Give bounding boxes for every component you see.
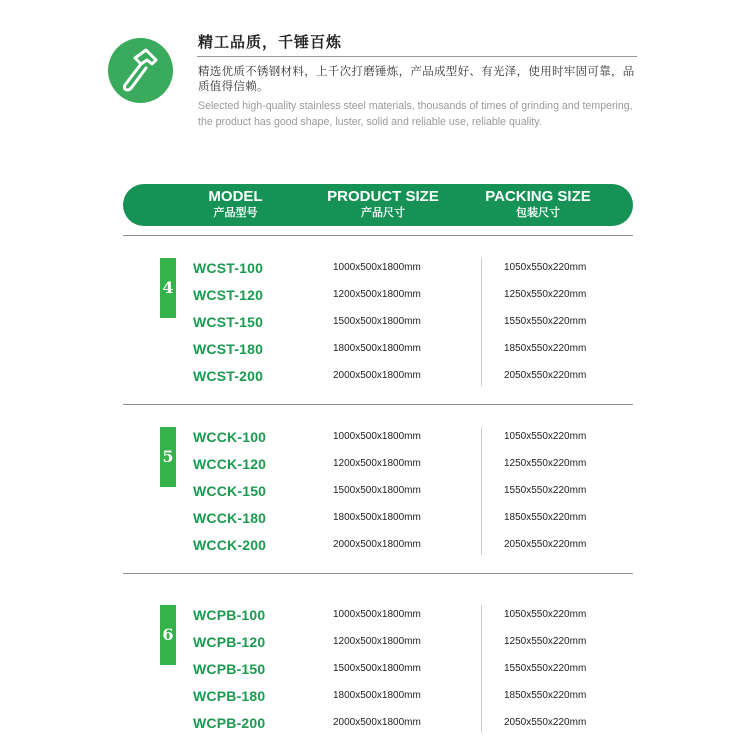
table-row	[0, 339, 750, 366]
group-number-badge: 6	[160, 605, 176, 665]
product-size-cell: 1200x500x1800mm	[333, 458, 421, 469]
table-row	[0, 659, 750, 686]
model-group-5	[0, 427, 750, 562]
header-packing-size	[468, 188, 608, 221]
product-size-cell: 1800x500x1800mm	[333, 690, 421, 701]
title-divider	[197, 56, 637, 57]
product-size-cell: 1500x500x1800mm	[333, 485, 421, 496]
packing-size-cell: 1850x550x220mm	[504, 690, 587, 701]
header-packing-size-en: PACKING SIZE	[485, 188, 591, 205]
packing-size-cell: 1050x550x220mm	[504, 431, 587, 442]
product-size-cell: 2000x500x1800mm	[333, 370, 421, 381]
model-group-4	[0, 258, 750, 393]
feature-description-en: Selected high-quality stainless steel materials, thousands of times of grinding and tempering, the product has good shape, luster, solid and reliable use, reliable quality.	[198, 100, 633, 128]
product-size-cell: 1500x500x1800mm	[333, 663, 421, 674]
table-row	[0, 686, 750, 713]
packing-size-cell: 1850x550x220mm	[504, 343, 587, 354]
header-product-size-en: PRODUCT SIZE	[327, 188, 439, 205]
table-row	[0, 713, 750, 740]
model-cell: WCST-100	[193, 260, 264, 276]
packing-size-cell: 2050x550x220mm	[504, 539, 587, 550]
product-size-cell: 1800x500x1800mm	[333, 343, 421, 354]
table-row	[0, 508, 750, 535]
table-row	[0, 454, 750, 481]
model-cell: WCPB-100	[193, 607, 266, 623]
feature-description-cn: 精选优质不锈钢材料，上千次打磨锤炼，产品成型好、有光泽，使用时牢固可靠，品质值得信赖。	[198, 64, 635, 93]
table-row	[0, 366, 750, 393]
model-cell: WCST-120	[193, 287, 264, 303]
model-cell: WCCK-200	[193, 537, 267, 553]
table-row	[0, 632, 750, 659]
table-row	[0, 535, 750, 562]
model-cell: WCST-150	[193, 314, 264, 330]
header-product-size	[313, 188, 453, 221]
packing-size-cell: 1050x550x220mm	[504, 262, 587, 273]
table-row	[0, 481, 750, 508]
product-size-cell: 1200x500x1800mm	[333, 636, 421, 647]
packing-size-cell: 2050x550x220mm	[504, 370, 587, 381]
model-cell: WCST-180	[193, 341, 264, 357]
feature-title: 精工品质，千锤百炼	[198, 33, 343, 51]
group-divider	[123, 235, 633, 236]
header-model-en: MODEL	[208, 188, 263, 205]
product-size-cell: 1000x500x1800mm	[333, 431, 421, 442]
hammer-icon	[108, 38, 173, 103]
header-model	[183, 188, 288, 221]
product-size-cell: 1000x500x1800mm	[333, 262, 421, 273]
model-cell: WCPB-200	[193, 715, 266, 731]
header-packing-size-cn: 包装尺寸	[516, 206, 560, 219]
model-cell: WCST-200	[193, 368, 264, 384]
packing-size-cell: 1050x550x220mm	[504, 609, 587, 620]
product-size-cell: 1200x500x1800mm	[333, 289, 421, 300]
table-row	[0, 605, 750, 632]
model-cell: WCPB-150	[193, 661, 266, 677]
product-size-cell: 1800x500x1800mm	[333, 512, 421, 523]
product-size-cell: 2000x500x1800mm	[333, 717, 421, 728]
model-cell: WCCK-100	[193, 429, 267, 445]
model-cell: WCCK-150	[193, 483, 267, 499]
packing-size-cell: 1250x550x220mm	[504, 289, 587, 300]
product-size-cell: 1500x500x1800mm	[333, 316, 421, 327]
model-cell: WCCK-180	[193, 510, 267, 526]
table-header	[123, 184, 633, 226]
product-size-cell: 2000x500x1800mm	[333, 539, 421, 550]
table-row	[0, 427, 750, 454]
model-cell: WCPB-180	[193, 688, 266, 704]
packing-size-cell: 2050x550x220mm	[504, 717, 587, 728]
packing-size-cell: 1250x550x220mm	[504, 458, 587, 469]
packing-size-cell: 1550x550x220mm	[504, 663, 587, 674]
group-divider	[123, 573, 633, 574]
table-row	[0, 258, 750, 285]
packing-size-cell: 1550x550x220mm	[504, 316, 587, 327]
table-row	[0, 285, 750, 312]
feature-icon-circle	[108, 38, 173, 103]
model-cell: WCCK-120	[193, 456, 267, 472]
header-product-size-cn: 产品尺寸	[361, 206, 405, 219]
packing-size-cell: 1250x550x220mm	[504, 636, 587, 647]
group-number-badge: 4	[160, 258, 176, 318]
model-group-6	[0, 605, 750, 740]
packing-size-cell: 1550x550x220mm	[504, 485, 587, 496]
model-cell: WCPB-120	[193, 634, 266, 650]
product-size-cell: 1000x500x1800mm	[333, 609, 421, 620]
group-divider	[123, 404, 633, 405]
header-model-cn: 产品型号	[213, 206, 258, 219]
group-number-badge: 5	[160, 427, 176, 487]
packing-size-cell: 1850x550x220mm	[504, 512, 587, 523]
table-row	[0, 312, 750, 339]
